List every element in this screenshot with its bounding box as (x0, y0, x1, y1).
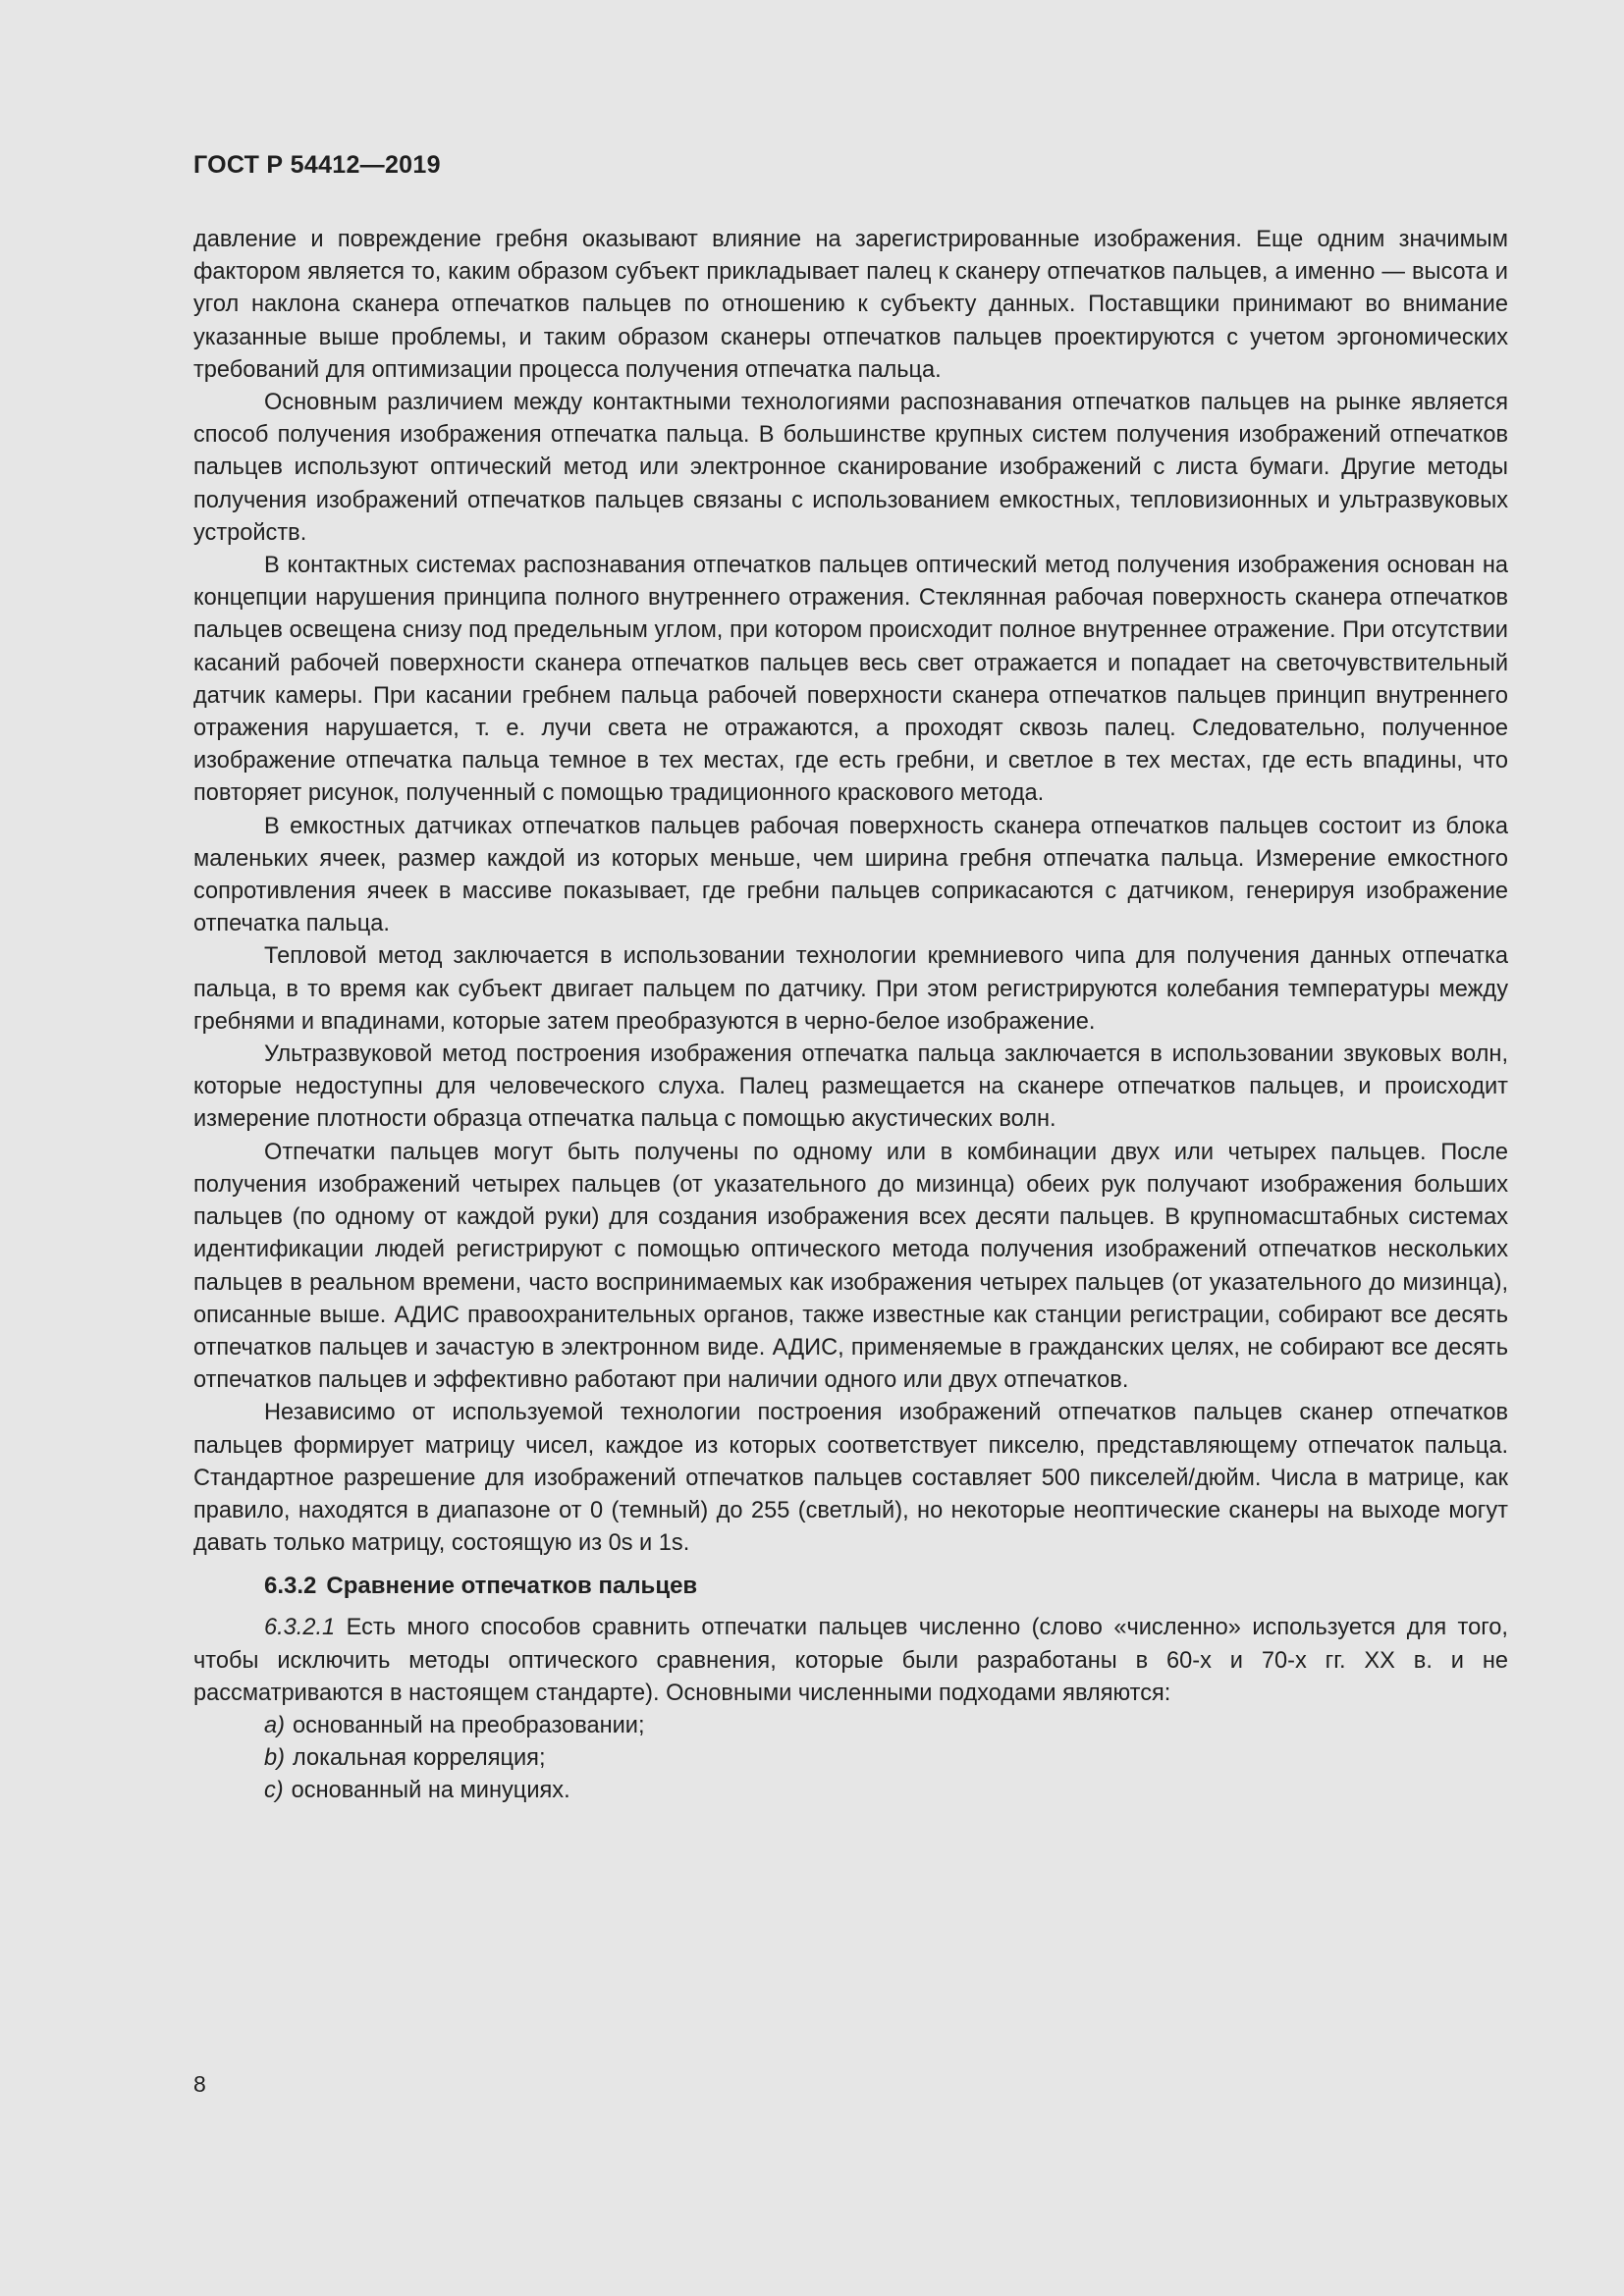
section-heading (264, 1570, 1508, 1602)
paragraph: давление и повреждение гребня оказывают влияние на зарегистрированные изображения. Еще одним значимым фактором является то, каким образом субъект прикладывает палец к сканеру отпечатков пальцев, а именно — высота и угол наклона сканера отпечатков пальцев по отношению к субъекту данных. Поставщики принимают во внимание указанные выше проблемы, и таким образом сканеры отпечатков пальцев проектируются с учетом эргономических требований для оптимизации процесса получения отпечатка пальца. (193, 227, 1508, 383)
list-text: основанный на преобразовании; (292, 1712, 645, 1738)
subsection-number: 6.3.2.1 (264, 1615, 336, 1641)
list-item (193, 1775, 1508, 1807)
paragraph: Ультразвуковой метод построения изображения отпечатка пальца заключается в использовании звуковых волн, которые недоступны для человеческого слуха. Палец размещается на сканере отпечатков пальцев, и происходит измерение плотности образца отпечатка пальца с помощью акустических волн. (193, 1041, 1508, 1133)
paragraph: В емкостных датчиках отпечатков пальцев рабочая поверхность сканера отпечатков пальцев состоит из блока маленьких ячеек, размер каждой из которых меньше, чем ширина гребня отпечатка пальца. Измерение емкостного сопротивления ячеек в массиве показывает, где гребни пальцев соприкасаются с датчиком, генерируя изображение отпечатка пальца. (193, 813, 1508, 937)
page-number: 8 (193, 2071, 206, 2097)
list-text: основанный на минуциях. (291, 1778, 570, 1804)
paragraph: Независимо от используемой технологии построения изображений отпечатков пальцев сканер отпечатков пальцев формирует матрицу чисел, каждое из которых соответствует пикселю, представляющему отпечаток пальца. Стандартное разрешение для изображений отпечатков пальцев составляет 500 пикселей/дюйм. Числа в матрице, как правило, находятся в диапазоне от 0 (темный) до 255 (светлый), но некоторые неоптические сканеры на выходе могут давать только матрицу, состоящую из 0s и 1s. (193, 1400, 1508, 1557)
section-title: Сравнение отпечатков пальцев (326, 1573, 698, 1600)
paragraph: В контактных системах распознавания отпечатков пальцев оптический метод получения изображения основан на концепции нарушения принципа полного внутреннего отражения. Стеклянная рабочая поверхность сканера отпечатков пальцев освещена снизу под предельным углом, при котором происходит полное внутреннее отражение. При отсутствии касаний рабочей поверхности сканера отпечатков пальцев весь свет отражается и попадает на светочувствительный датчик камеры. При касании гребнем пальца рабочей поверхности сканера отпечатков пальцев принцип внутреннего отражения нарушается, т. е. лучи света не отражаются, а проходят сквозь палец. Следовательно, полученное изображение отпечатка пальца темное в тех местах, где есть гребни, и светлое в тех местах, где есть впадины, что повторяет рисунок, полученный с помощью традиционного краскового метода. (193, 553, 1508, 807)
list-item (193, 1742, 1508, 1775)
document-header: ГОСТ Р 54412—2019 (193, 151, 441, 179)
list-marker: a) (264, 1712, 285, 1738)
list-text: локальная корреляция; (292, 1745, 546, 1772)
section-number: 6.3.2 (264, 1573, 317, 1600)
paragraph: Тепловой метод заключается в использовании технологии кремниевого чипа для получения данных отпечатка пальца, в то время как субъект двигает пальцем по датчику. При этом регистрируются колебания температуры между гребнями и впадинами, которые затем преобразуются в черно-белое изображение. (193, 943, 1508, 1035)
subsection-paragraph (193, 1612, 1508, 1710)
subsection-text: Есть много способов сравнить отпечатки пальцев численно (слово «численно» используется для того, чтобы исключить методы оптического сравнения, которые были разработаны в 60-х и 70-х гг. XX в. и не рассматриваются в настоящем стандарте). Основными численными подходами являются: (193, 1615, 1508, 1706)
paragraph: Отпечатки пальцев могут быть получены по одному или в комбинации двух или четырех пальцев. После получения изображений четырех пальцев (от указательного до мизинца) обеих рук получают изображения больших пальцев (по одному от каждой руки) для создания изображения всех десяти пальцев. В крупномасштабных системах идентификации людей регистрируют с помощью оптического метода получения изображений отпечатков нескольких пальцев в реальном времени, часто воспринимаемых как изображения четырех пальцев (от указательного до мизинца), описанные выше. АДИС правоохранительных органов, также известные как станции регистрации, собирают все десять отпечатков пальцев и зачастую в электронном виде. АДИС, применяемые в гражданских целях, не собирают все десять отпечатков пальцев и эффективно работают при наличии одного или двух отпечатков. (193, 1139, 1508, 1394)
list-item (193, 1710, 1508, 1742)
list-marker: b) (264, 1745, 285, 1772)
document-body (193, 224, 1508, 1808)
list-marker: c) (264, 1778, 284, 1804)
paragraph: Основным различием между контактными технологиями распознавания отпечатков пальцев на рынке является способ получения изображения отпечатка пальца. В большинстве крупных систем получения изображений отпечатков пальцев используют оптический метод или электронное сканирование изображений с листа бумаги. Другие методы получения изображений отпечатков пальцев связаны с использованием емкостных, тепловизионных и ультразвуковых устройств. (193, 390, 1508, 546)
